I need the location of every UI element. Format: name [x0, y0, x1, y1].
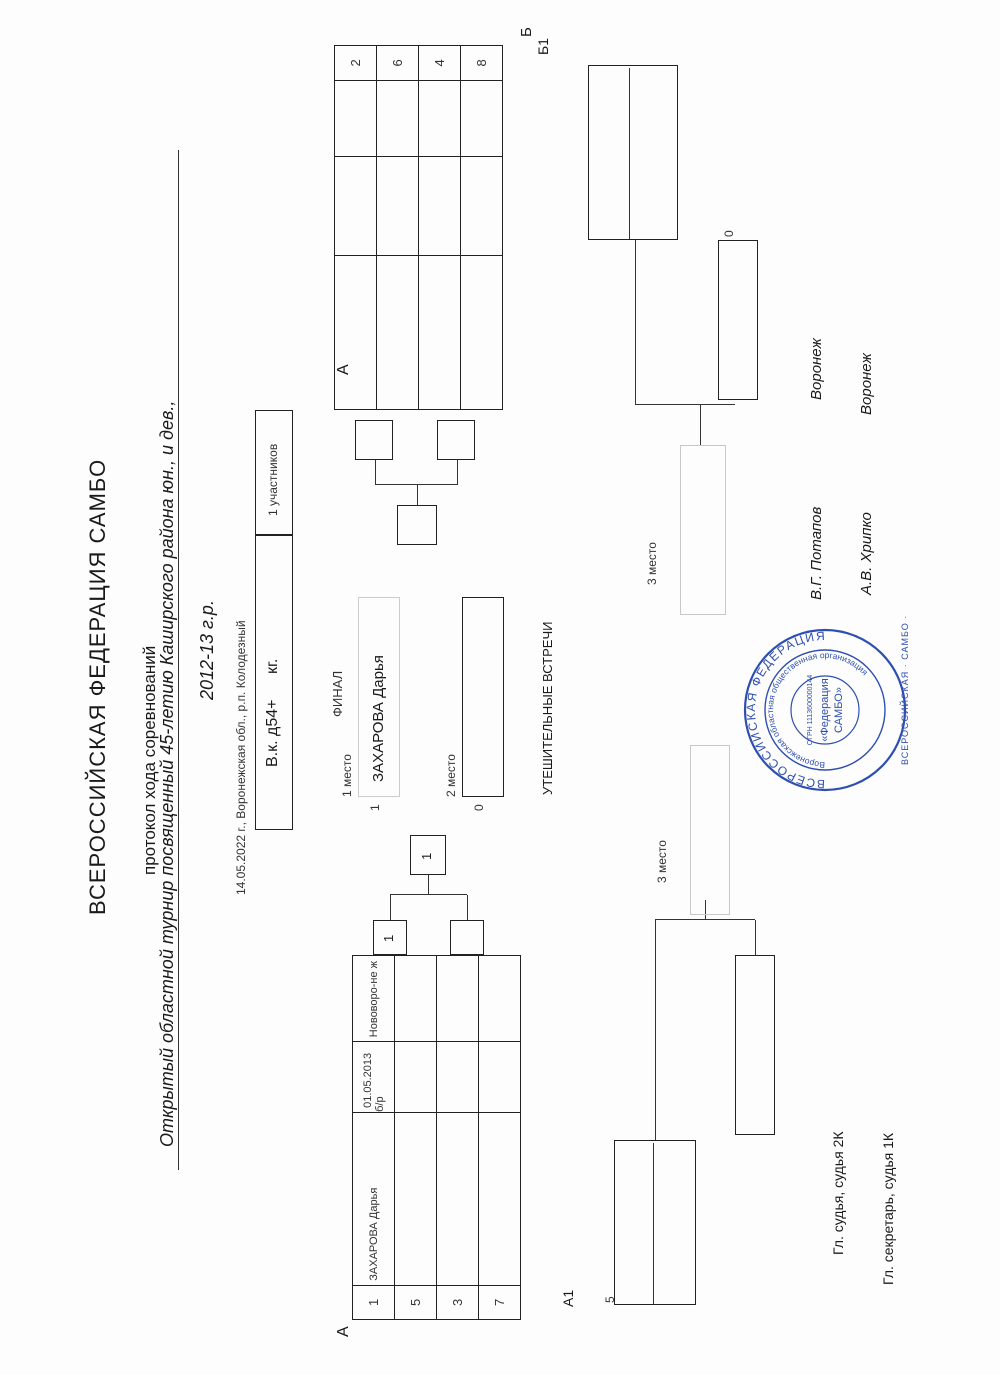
- a1-box-divider: [653, 1143, 654, 1304]
- second-place-box: [462, 597, 504, 797]
- athlete-city: [479, 956, 521, 1042]
- athlete-birth: 01.05.2013 б/р: [353, 1042, 395, 1113]
- athlete-birth: [419, 156, 461, 256]
- a-cons-conn: [755, 920, 756, 955]
- a-cons-box: [735, 955, 775, 1135]
- bracket-b-label: Б: [518, 27, 535, 37]
- a-conn-4: [428, 875, 429, 895]
- first-place-label: 1 место: [340, 754, 354, 797]
- stamp-center-1: «Федерация: [819, 678, 831, 742]
- federation-title: ВСЕРОССИЙСКАЯ ФЕДЕРАЦИЯ САМБО: [85, 458, 110, 915]
- athlete-name: [419, 256, 461, 410]
- stamp-ogrn: ОГРН 1113600000144: [807, 674, 814, 746]
- a-round2-box: [410, 835, 446, 875]
- b1-conn-1: [635, 240, 636, 405]
- a-round1-box-top: [373, 920, 407, 955]
- consolation-title: УТЕШИТЕЛЬНЫЕ ВСТРЕЧИ: [540, 621, 555, 795]
- b1-box-divider: [629, 68, 630, 239]
- a-round1-score: 1: [381, 934, 396, 942]
- date-place: 14.05.2022 г., Воронежская обл., р.п. Колодезный: [234, 620, 248, 895]
- b-conn-3: [375, 460, 376, 485]
- athlete-city: [395, 956, 437, 1042]
- stamp-outer-text: ВСЕРОССИЙСКАЯ ФЕДЕРАЦИЯ: [743, 628, 827, 792]
- bracket-b-table: [334, 45, 503, 410]
- table-row: [479, 956, 521, 1320]
- stamp-center-2: САМБО»: [833, 687, 845, 733]
- participants-box: [255, 410, 293, 535]
- b-conn-1: [417, 485, 418, 505]
- a1-conn-1: [655, 920, 656, 1140]
- row-number: 7: [479, 1285, 521, 1319]
- row-number: 4: [419, 46, 461, 81]
- third-place-left-box: [690, 745, 730, 915]
- a-conn-1: [390, 895, 391, 920]
- a-conn-2: [467, 895, 468, 920]
- row-number: 5: [395, 1285, 437, 1319]
- athlete-city: [437, 956, 479, 1042]
- a-round1-box-bottom: [450, 920, 484, 955]
- b1-score: 0: [722, 230, 736, 237]
- athlete-name: [479, 1112, 521, 1285]
- participants-count: 1 участников: [266, 443, 280, 516]
- athlete-city: [461, 80, 503, 156]
- first-place-num: 1: [368, 804, 382, 811]
- final-title: ФИНАЛ: [330, 670, 345, 717]
- athlete-birth: [395, 1042, 437, 1113]
- judge-title: Гл. судья, судья 2К: [830, 1131, 846, 1255]
- table-row: [353, 956, 395, 1320]
- athlete-name: [437, 1112, 479, 1285]
- b-third-conn: [700, 405, 701, 445]
- a1-box: [614, 1140, 696, 1305]
- weight-unit: кг.: [264, 658, 281, 674]
- table-row: [395, 956, 437, 1320]
- table-row: [377, 46, 419, 410]
- secretary-city: Воронеж: [858, 353, 875, 415]
- b-conn-4: [457, 460, 458, 485]
- athlete-name: [377, 256, 419, 410]
- b-round1-box-bottom: [437, 420, 475, 460]
- b1-label: Б1: [535, 38, 551, 55]
- athlete-name: ЗАХАРОВА Дарья: [353, 1112, 395, 1285]
- third-place-right-label: 3 место: [645, 542, 659, 585]
- stamp-inner-text: Воронежская областная общественная организация: [764, 649, 871, 771]
- federation-stamp: [740, 614, 910, 795]
- a-round2-score: 1: [419, 852, 434, 860]
- row-number: 3: [437, 1285, 479, 1319]
- athlete-birth: [335, 156, 377, 256]
- svg-text:Воронежская областная обществе: [765, 650, 870, 770]
- judge-name: В.Г. Потапов: [808, 506, 825, 600]
- secretary-title: Гл. секретарь, судья 1К: [880, 1132, 896, 1285]
- athlete-birth: [479, 1042, 521, 1113]
- third-place-right-box: [680, 445, 726, 615]
- a1-score: 5: [603, 1296, 617, 1303]
- athlete-city: Нововоро-не ж: [353, 956, 395, 1042]
- athlete-birth: [437, 1042, 479, 1113]
- athlete-name: [461, 256, 503, 410]
- weight-category: В.к. д54+: [264, 699, 281, 767]
- b1-conn-2: [635, 404, 735, 405]
- table-row: [419, 46, 461, 410]
- b1-box: [588, 65, 678, 240]
- third-place-left-label: 3 место: [655, 840, 669, 883]
- b-conn-2: [375, 484, 457, 485]
- b-round1-box-top: [355, 420, 393, 460]
- athlete-city: [377, 80, 419, 156]
- bracket-a-label-left: A: [335, 1326, 352, 1337]
- protocol-subtitle: протокол хода соревнований: [140, 645, 159, 875]
- row-number: 8: [461, 46, 503, 81]
- table-row: [461, 46, 503, 410]
- b-round2-box: [397, 505, 437, 545]
- bracket-a-label: A: [335, 364, 352, 375]
- tournament-title-2: 2012-13 г.р.: [197, 600, 217, 700]
- first-place-box: [358, 597, 400, 797]
- athlete-birth: [377, 156, 419, 256]
- athlete-birth: [461, 156, 503, 256]
- table-row: [437, 956, 479, 1320]
- second-place-num: 0: [472, 804, 486, 811]
- judge-city: Воронеж: [808, 338, 825, 400]
- tournament-underline: [178, 150, 179, 1170]
- a1-label: А1: [560, 1289, 576, 1307]
- first-place-name: ЗАХАРОВА Дарья: [370, 655, 387, 782]
- bracket-a-table: [352, 955, 521, 1320]
- b-cons-box: [718, 240, 758, 400]
- second-place-label: 2 место: [444, 754, 458, 797]
- tournament-title-1: Открытый областной турнир посвященный 45-летию Каширского района юн., и дев.,: [157, 400, 177, 1147]
- stamp-graphic: [740, 625, 910, 795]
- athlete-city: [335, 80, 377, 156]
- secretary-name: А.В. Хрипко: [858, 512, 875, 595]
- stamp-bottom-text: ВСЕРОССИЙСКАЯ · САМБО ·: [900, 614, 910, 765]
- weight-box: [255, 535, 293, 830]
- athlete-name: [395, 1112, 437, 1285]
- row-number: 2: [335, 46, 377, 81]
- table-row: [335, 46, 377, 410]
- row-number: 1: [353, 1285, 395, 1319]
- athlete-city: [419, 80, 461, 156]
- row-number: 6: [377, 46, 419, 81]
- athlete-name: [335, 256, 377, 410]
